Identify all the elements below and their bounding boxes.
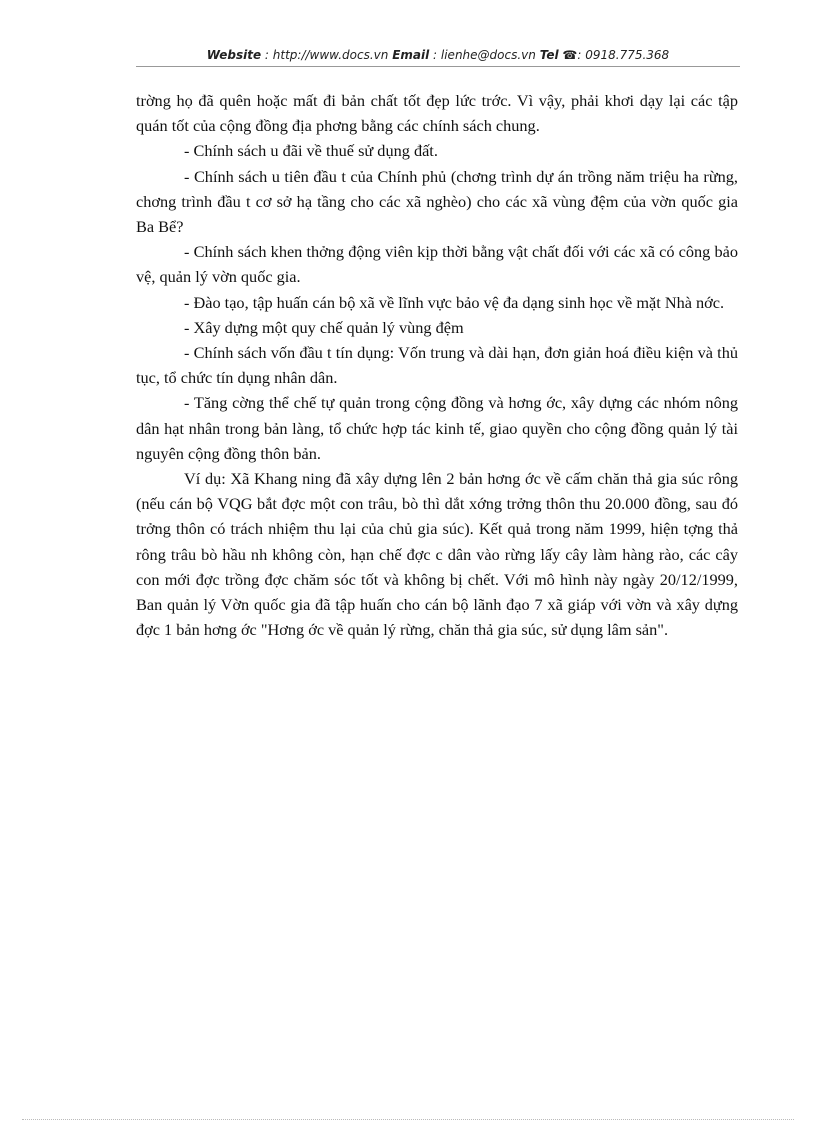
paragraph-credit-policy: - Chính sách vốn đầu t tín dụng: Vốn trung và dài hạn, đơn giản hoá điều kiện và thủ tục, tổ chức tín dụng nhân dân. [136, 343, 738, 388]
document-body [136, 88, 738, 642]
paragraph-example: Ví dụ: Xã Khang ning đã xây dựng lên 2 bản hơng ớc về cấm chăn thả gia súc rông (nếu cán bộ VQG bắt đợc một con trâu, bò thì dắt xớng trởng thôn thu 20.000 đồng, sau đó trởng thôn có trách nhiệm thu lại của chủ gia súc). Kết quả trong năm 1999, hiện tợng thả rông trâu bò hầu nh không còn, hạn chế đợc c dân vào rừng lấy cây làm hàng rào, các cây con mới đợc trồng đợc chăm sóc tốt và không bị chết. Với mô hình này ngày 20/12/1999, Ban quản lý Vờn quốc gia đã tập huấn cho cán bộ lãnh đạo 7 xã giáp với vờn và xây dựng đợc 1 bản hơng ớc "Hơng ớc về quản lý rừng, chăn thả gia súc, sử dụng lâm sản". [136, 469, 738, 640]
email-label: Email [392, 48, 430, 62]
website-label: Website [206, 48, 262, 62]
paragraph-continuation: trờng họ đã quên hoặc mất đi bản chất tốt đẹp lức trớc. Vì vậy, phải khơi dạy lại các tập quán tốt của cộng đồng địa phơng bằng các chính sách chung. [136, 91, 738, 136]
paragraph-buffer-zone-regulation: - Xây dựng một quy chế quản lý vùng đệm [184, 317, 464, 337]
footer-divider [22, 1119, 794, 1120]
page-header [136, 48, 740, 62]
paragraph-training: - Đào tạo, tập huấn cán bộ xã về lĩnh vực bảo vệ đa dạng sinh học về mặt Nhà nớc. [184, 292, 725, 312]
header-divider [136, 66, 740, 67]
paragraph-land-tax-policy: - Chính sách u đãi về thuế sử dụng đất. [184, 141, 438, 161]
tel-label: Tel [539, 48, 559, 62]
paragraph-government-investment: - Chính sách u tiên đầu t của Chính phủ (chơng trình dự án trồng năm triệu ha rừng, chơng trình đầu t cơ sở hạ tầng cho các xã nghèo) cho các xã vùng đệm của vờn quốc gia Ba Bể? [136, 166, 738, 237]
phone-icon: ☎ [562, 48, 578, 62]
email-value: : lienhe@docs.vn [429, 48, 540, 62]
tel-value: : 0918.775.368 [577, 48, 670, 62]
website-value: : http://www.docs.vn [261, 48, 393, 62]
paragraph-self-governance: - Tăng cờng thể chế tự quản trong cộng đồng và hơng ớc, xây dựng các nhóm nông dân hạt nhân trong bản làng, tổ chức hợp tác kinh tế, giao quyền cho cộng đồng quản lý tài nguyên cộng đồng thôn bản. [136, 393, 738, 463]
paragraph-reward-policy: - Chính sách khen thởng động viên kịp thời bằng vật chất đối với các xã có công bảo vệ, quản lý vờn quốc gia. [136, 242, 738, 287]
